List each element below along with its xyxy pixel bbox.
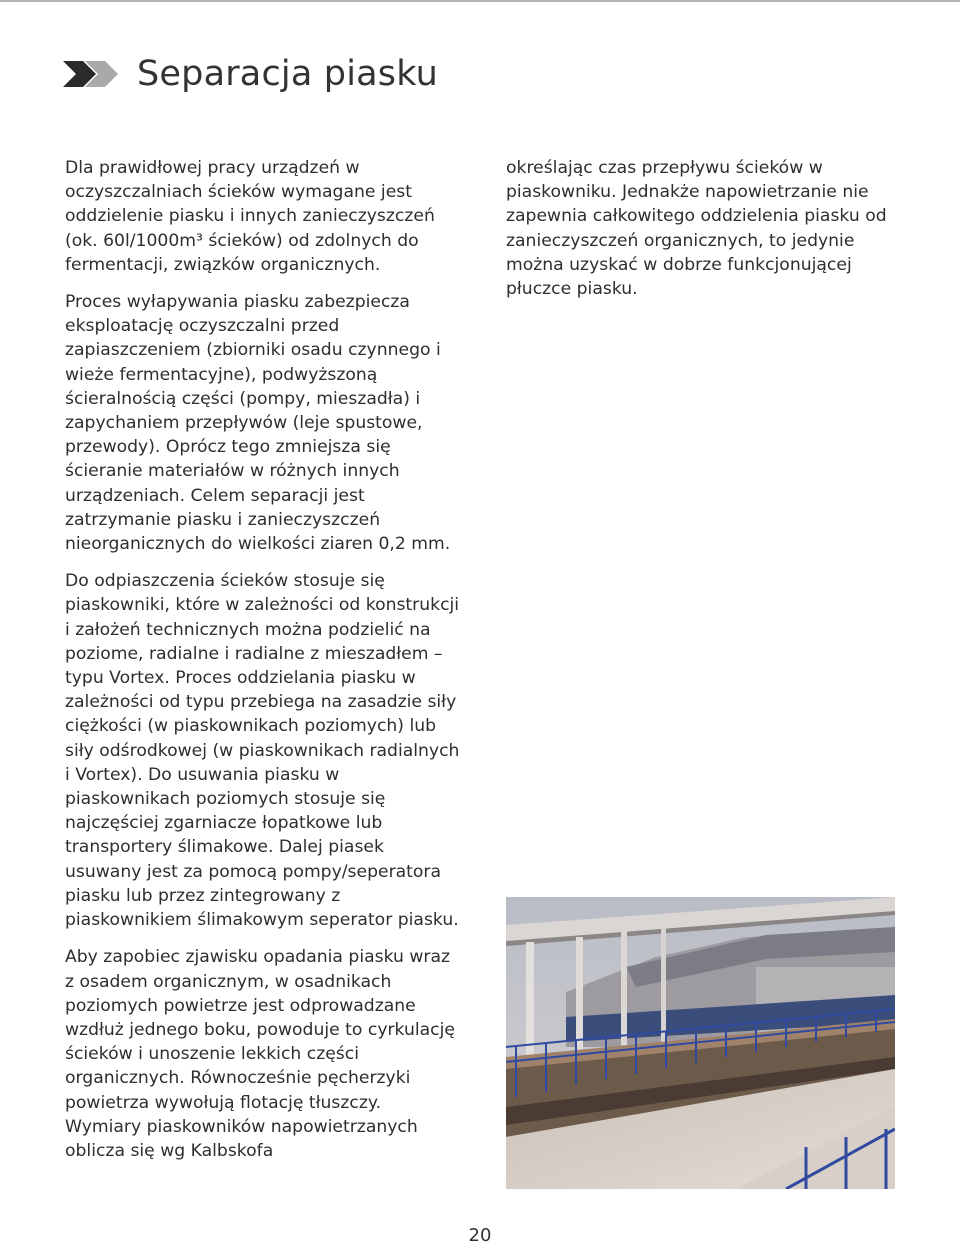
grit-chamber-photo (506, 897, 895, 1189)
right-column (506, 156, 906, 314)
page-title: Separacja piasku (137, 54, 438, 94)
top-rule (0, 0, 960, 2)
page-number: 20 (468, 1225, 492, 1246)
left-column (65, 156, 460, 1176)
paragraph-grit-chambers: Do odpiaszczenia ścieków stosuje się piaskowniki, które w zależności od konstrukcji i założeń technicznych można podzielić na poziome, radialne i radialne z mieszadłem – typu Vortex. Proces oddzielania piasku w zależności od typu przebiega na zasadzie siły ciężkości (w piaskownikach poziomych) lub siły odśrodkowej (w piaskownikach radialnych i Vortex). Do usuwania piasku w piaskownikach poziomych stosuje się najczęściej zgarniacze łopatkowe lub transportery ślimakowe. Dalej piasek usuwany jest za pomocą pompy/seperatora piasku lub przez zintegrowany z piaskownikiem ślimakowym seperator piasku. (65, 571, 460, 931)
paragraph-process: Proces wyłapywania piasku zabezpiecza eksploatację oczyszczalni przed zapiaszczeniem (zbiorniki osadu czynnego i wieże fermentacyjne), podwyższoną ścieralnością części (pompy, mieszadła) i zapychaniem przepływów (leje spustowe, przewody). Oprócz tego zmniejsza się ścieranie materiałów w różnych innych urządzeniach. Celem separacji jest zatrzymanie piasku i zanieczyszczeń nieorganicznych do wielkości ziaren 0,2 mm. (65, 292, 451, 555)
double-chevron-right-icon (63, 61, 125, 87)
page-header (63, 50, 438, 98)
paragraph-intro: Dla prawidłowej pracy urządzeń w oczyszczalniach ścieków wymagane jest oddzielenie piasku i innych zanieczyszczeń (ok. 60l/1000m³ ścieków) od zdolnych do fermentacji, związków organicznych. (65, 158, 435, 275)
paragraph-aeration: Aby zapobiec zjawisku opadania piasku wraz z osadem organicznym, w osadnikach poziomych powietrze jest odprowadzane wzdłuż jednego boku, powoduje to cyrkulację ścieków i unoszenie lekkich części organicznych. Równocześnie pęcherzyki powietrza wywołują flotację tłuszczy. Wymiary piaskowników napowietrzanych oblicza się wg Kalbskofa (65, 947, 455, 1161)
paragraph-continuation: określając czas przepływu ścieków w piaskowniku. Jednakże napowietrzanie nie zapewnia całkowitego oddzielenia piasku od zanieczyszczeń organicznych, to jedynie można uzyskać w dobrze funkcjonującej płuczce piasku. (506, 158, 887, 300)
